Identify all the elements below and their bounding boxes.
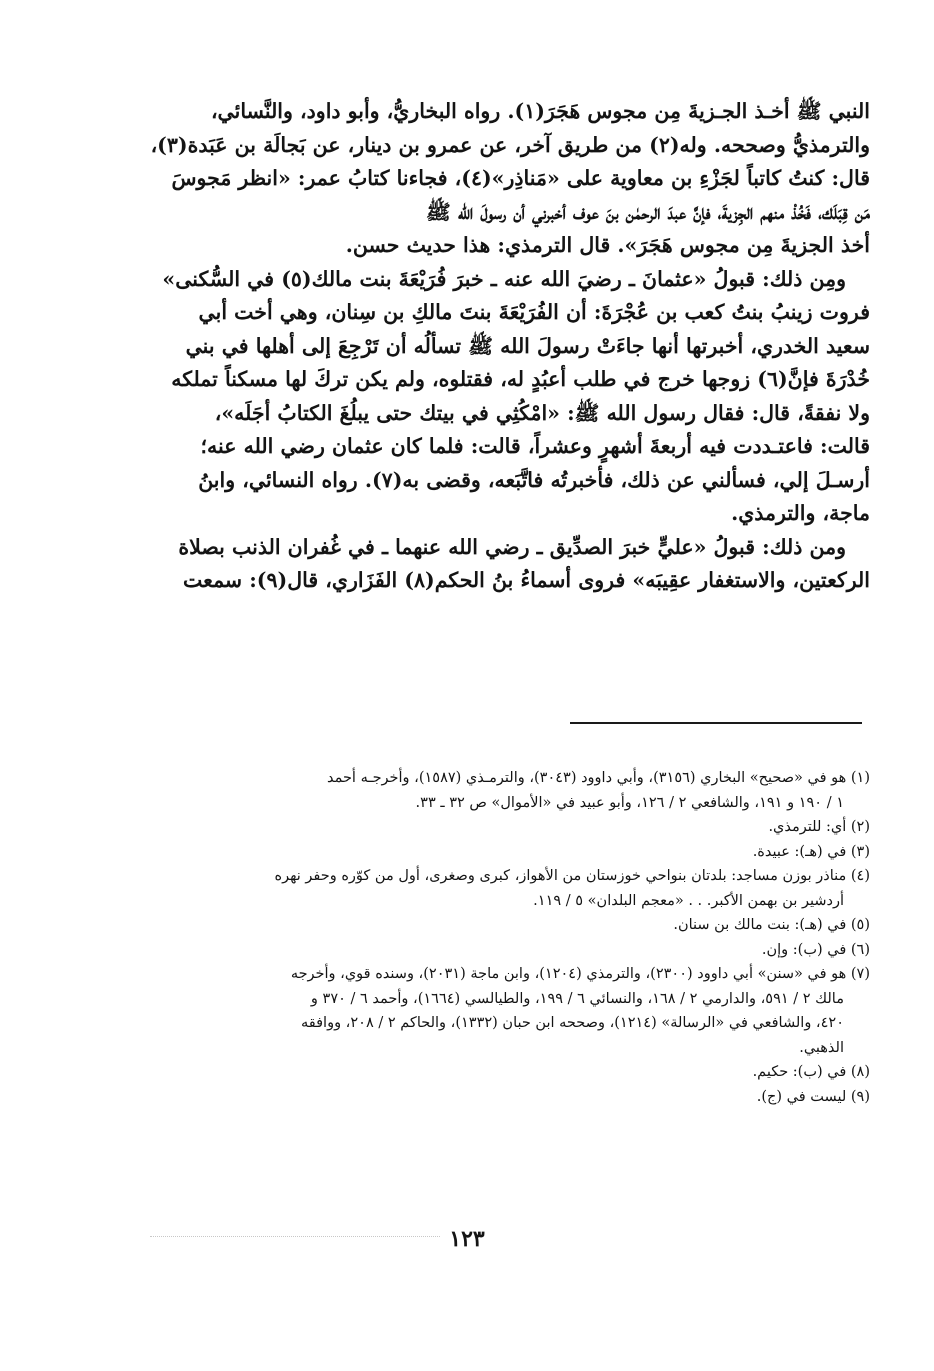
footnote-line: (١) هو في «صحيح» البخاري (٣١٥٦)، وأبي داوود (٣٠٤٣)، والترمـذي (١٥٨٧)، وأخرجـه أحمد [326, 770, 870, 786]
body-line-paragraph-start: ومن ذلك: قبولُ «عليٍّ خبرَ الصدِّيق ـ رضي الله عنهما ـ في غُفران الذنب بصلاة [178, 534, 846, 559]
footnotes-section [140, 766, 870, 1109]
footnote-line: (٣) في (هـ): عبيدة. [752, 843, 870, 860]
body-line: فروت زينبُ بنتُ كعب بن عُجْرَةَ: أن الفُرَيْعَةَ بنتَ مالكِ بن سِنان، وهي أخت أبي [198, 300, 870, 324]
main-body-text [140, 95, 870, 598]
footnote-continuation-line: الذهبي. [799, 1039, 844, 1056]
body-line: قال: كنتُ كاتباً لجَزْءِ بن معاوية على «مَناذِر»(٤)، فجاءنا كتابُ عمر: «انظر مَجوسَ [171, 166, 870, 190]
footnote-line: (٦) في (ب): وإن. [761, 941, 870, 958]
body-line: ماجة، والترمذي. [731, 501, 870, 525]
body-line: أرسـلَ إلي، فسألني عن ذلك، فأخبرتُه فاتَّبَعه، وقضى به(٧). رواه النسائي، وابنُ [198, 467, 870, 492]
body-line: والترمذيُّ وصححه. وله(٢) من طريق آخر، عن عمرو بن دينار، عن بَجالَة بن عَبَدة(٣)، [150, 132, 870, 157]
footnote-line: (٩) ليست في (ج). [756, 1088, 870, 1105]
footnote-line: (٤) مناذر بوزن مساجد: بلدتان بنواحي خوزستان من الأهواز، كبرى وصغرى، أول من كوّره وحفر نهره [274, 868, 870, 884]
body-line: قالت: فاعتـددت فيه أربعةَ أشهرٍ وعشراً، قالت: فلما كان عثمان رضي الله عنه؛ [200, 434, 870, 458]
footnote-line: (٧) هو في «سنن» أبي داوود (٢٣٠٠)، والترمذي (١٢٠٤)، وابن ماجة (٢٠٣١)، وسنده قوي، وأخرجه [290, 966, 870, 982]
body-line: خُدْرَةَ فإنَّ(٦) زوجها خرج في طلب أعبُدٍ له، فقتلوه، ولم يكن تركَ لها مسكناً تملكه [171, 367, 870, 391]
footnote-line: (٨) في (ب): حكيم. [752, 1064, 870, 1080]
footnote-continuation-line: ٤٢٠، والشافعي في «الرسالة» (١٢١٤)، وصححه ابن حبان (١٣٣٢)، والحاكم ٢ / ٢٠٨، ووافقه [301, 1015, 844, 1031]
body-line: الركعتين، والاستغفار عقِيبَه» فروى أسماءُ بنُ الحكم(٨) الفَزَاري، قال(٩): سمعت [183, 568, 870, 592]
body-line: سعيد الخدري، أخبرتها أنها جاءَتْ رسولَ الله ﷺ تسألُه أن تَرْجِعَ إلى أهلها في بني [185, 333, 870, 358]
footnote-continuation-line: مالك ٢ / ٥٩١، والدارمي ٢ / ١٦٨، والنسائي ٦ / ١٩٩، والطيالسي (١٦٦٤)، وأحمد ٦ / ٣٧٠ و [310, 990, 844, 1007]
body-line: النبي ﷺ أخـذ الجـزيةَ مِن مجوس هَجَرَ(١). رواه البخاريُّ، وأبو داود، والنَّسائي، [210, 99, 870, 123]
footnote-line: (٢) أي: للترمذي. [768, 819, 870, 835]
body-line-paragraph-start: ومِن ذلك: قبولُ «عثمانَ ـ رضيَ الله عنه ـ خبرَ فُرَيْعَةَ بنت مالك(٥) في السُّكنى» [162, 266, 846, 291]
footnote-separator-rule [570, 722, 862, 724]
body-line: مَن قِبَلَك، فَخُذْ منهم الجِزيةَ، فإنَّ عبدَ الرحمٰن بنَ عوف أخبرني أن رسولَ الله ﷺ [425, 199, 870, 224]
page-number: ١٢٣ [449, 1226, 485, 1252]
footnote-line: (٥) في (هـ): بنت مالك بن سنان. [673, 917, 870, 933]
body-line: ولا نفقةً، قال: فقال رسول الله ﷺ: «امْكُثِي في بيتك حتى يبلُغَ الكتابُ أجَلَه»، [214, 400, 870, 425]
footnote-continuation-line: ١ / ١٩٠ و ١٩١، والشافعي ٢ / ١٢٦، وأبو عبيد في «الأموال» ص ٣٢ ـ ٣٣. [415, 794, 844, 811]
body-line: أخذ الجزيةَ مِن مجوس هَجَرَ». قال الترمذي: هذا حديث حسن. [345, 233, 870, 257]
footnote-continuation-line: أردشير بن بهمن الأكبر. . . «معجم البلدان» ٥ / ١١٩. [533, 892, 844, 909]
